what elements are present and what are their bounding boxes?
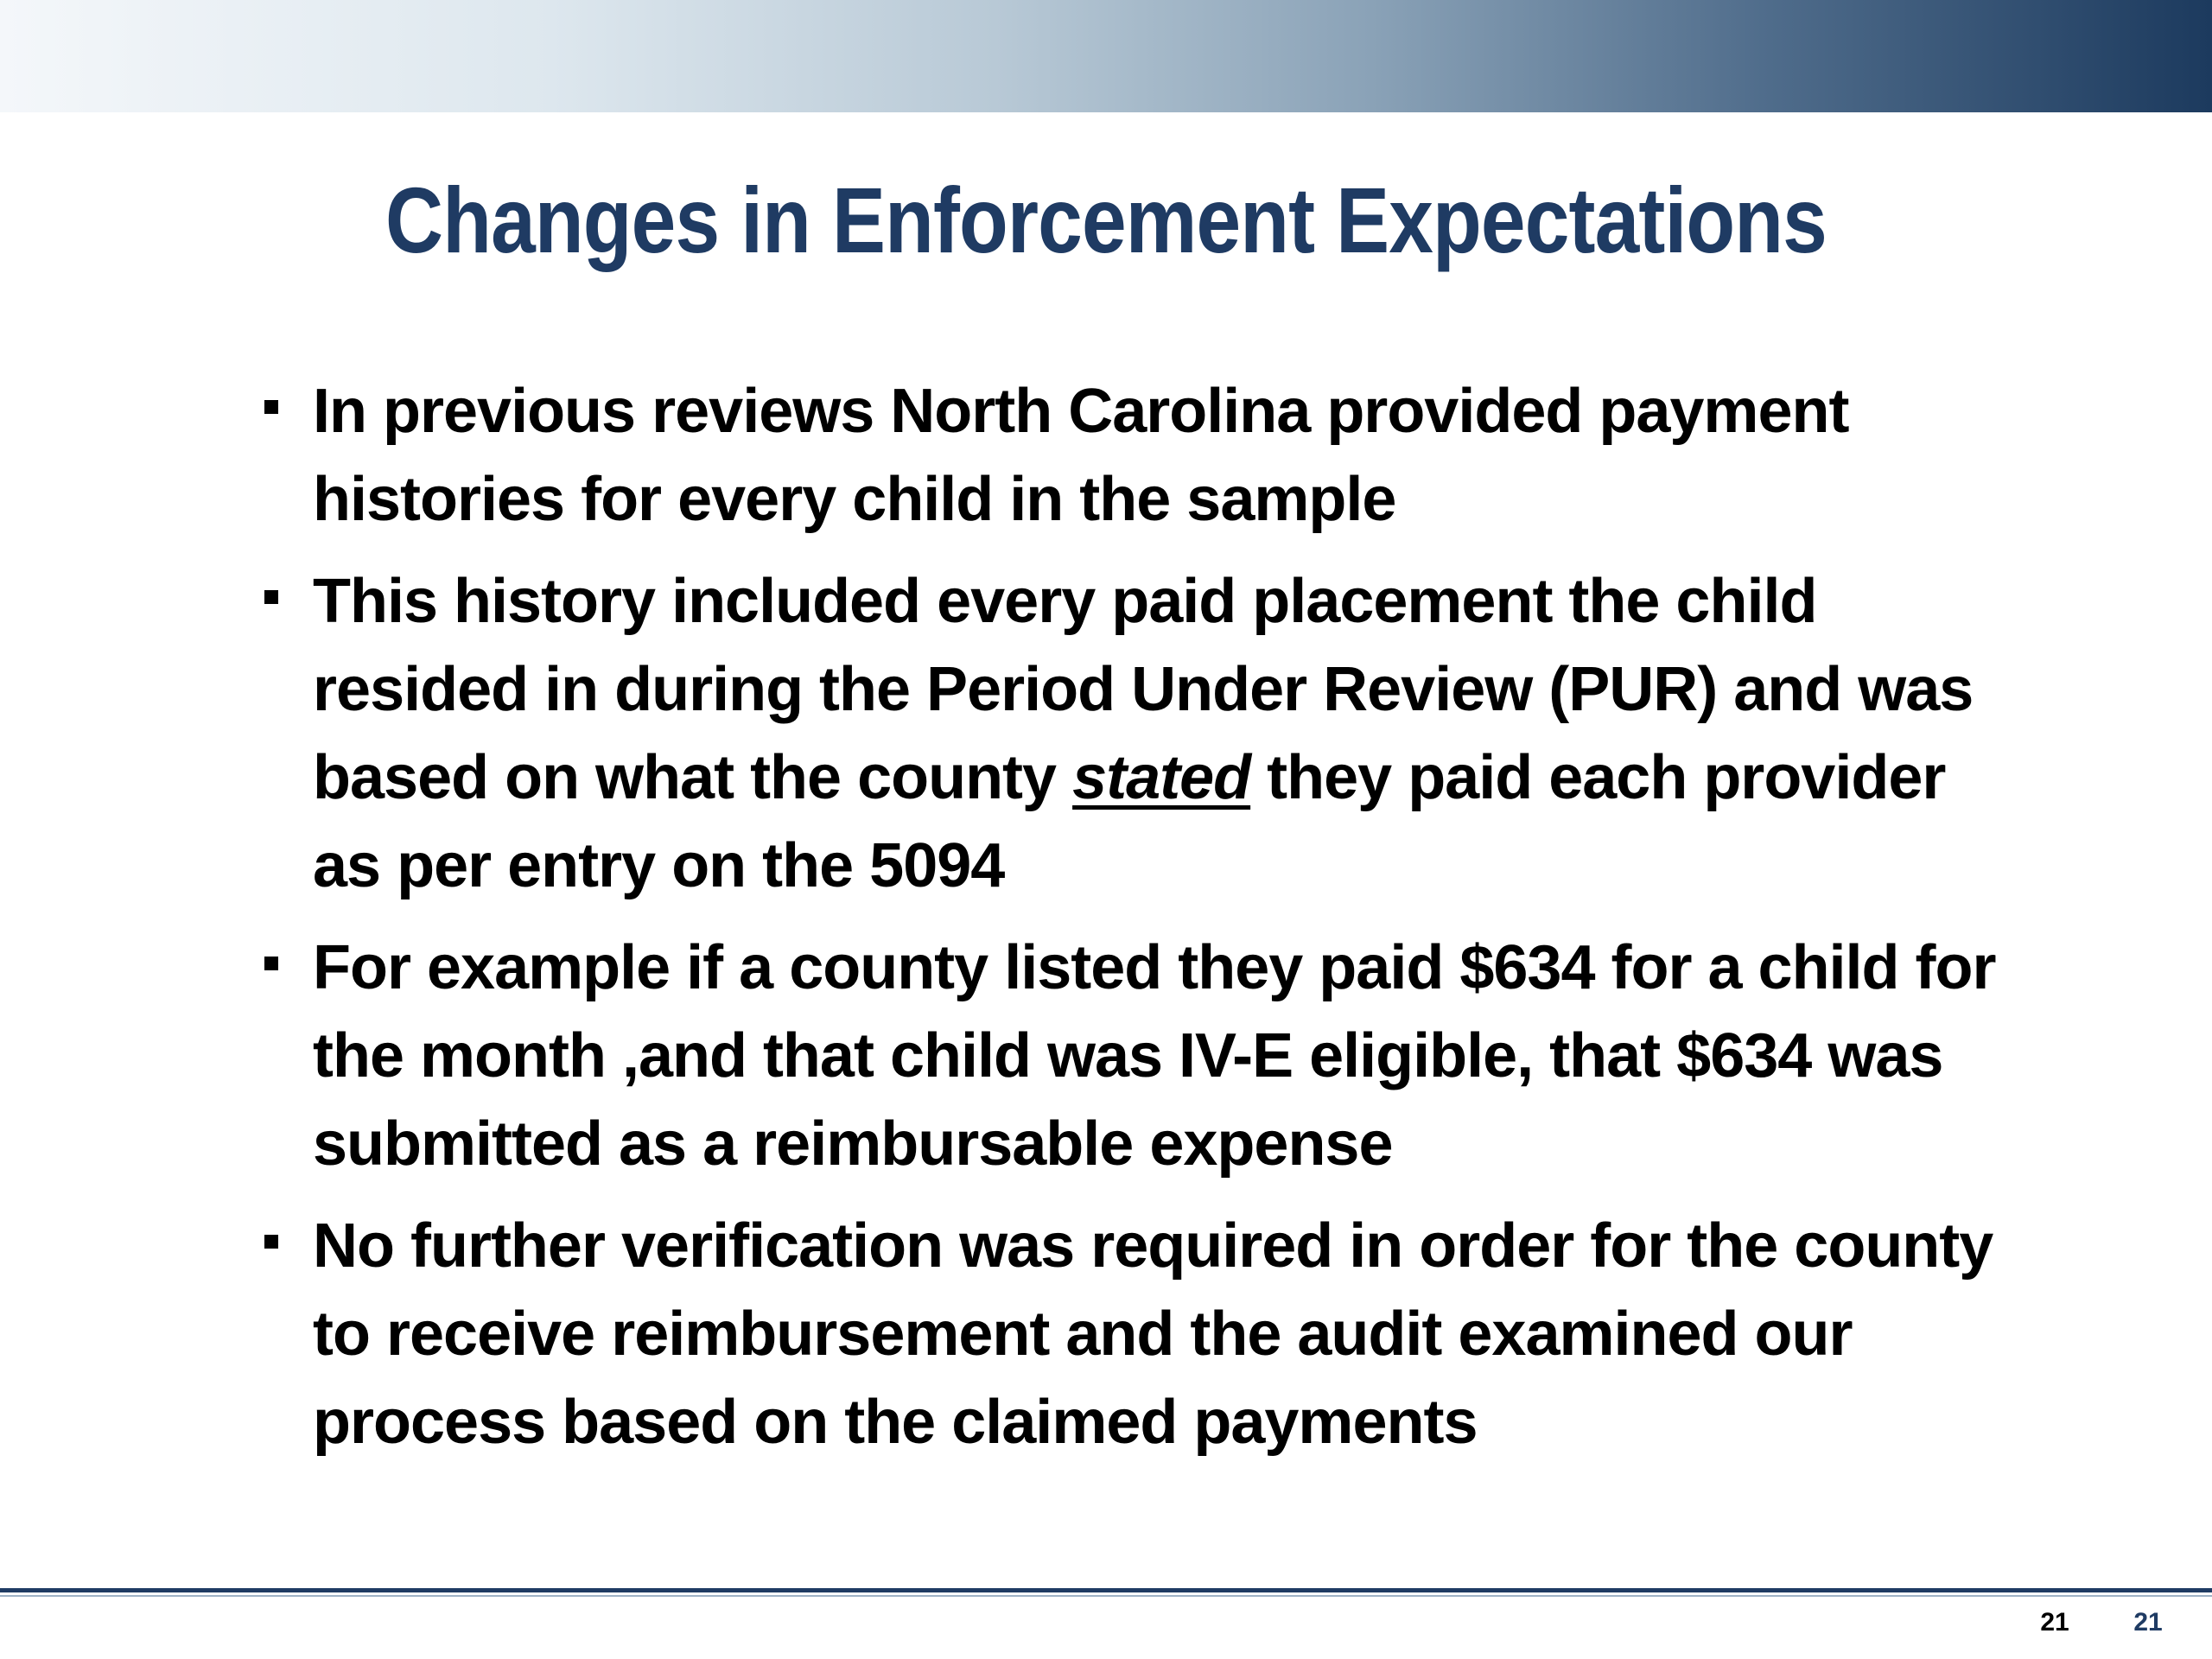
bullet-item-2 <box>259 557 2022 910</box>
bullet-text-2-start: This history included every paid placement the child resided in during the Period Under Review (PUR) and was based on what the county <box>313 567 1974 812</box>
slide-number-secondary: 21 <box>2133 1608 2163 1637</box>
bullet-item-1 <box>259 367 2022 543</box>
bullet-text-2-emphasis: stated <box>1072 743 1251 812</box>
square-bullet-icon <box>264 1235 278 1249</box>
footer-divider <box>0 1588 2212 1592</box>
footer-divider-shadow <box>0 1595 2212 1597</box>
header-gradient-band <box>0 0 2212 112</box>
bullet-text-3: For example if a county listed they paid $634 for a child for the month ,and that child was IV-E eligible, that $634 was submitted as a reimbursable expense <box>313 933 1996 1179</box>
bullet-item-4 <box>259 1202 2022 1466</box>
slide-number: 21 <box>2040 1608 2069 1637</box>
square-bullet-icon <box>264 400 278 414</box>
square-bullet-icon <box>264 590 278 604</box>
square-bullet-icon <box>264 957 278 970</box>
slide-title: Changes in Enforcement Expectations <box>385 168 1827 272</box>
bullet-item-3 <box>259 924 2022 1188</box>
bullet-text-4: No further verification was required in order for the county to receive reimbursement and the audit examined our process based on the claimed payments <box>313 1211 1993 1457</box>
bullet-text-1: In previous reviews North Carolina provided payment histories for every child in the sample <box>313 377 1849 534</box>
bullet-list <box>259 367 2022 1480</box>
bullet-text-2-end: they paid each provider as per entry on the 5094 <box>313 743 1946 900</box>
